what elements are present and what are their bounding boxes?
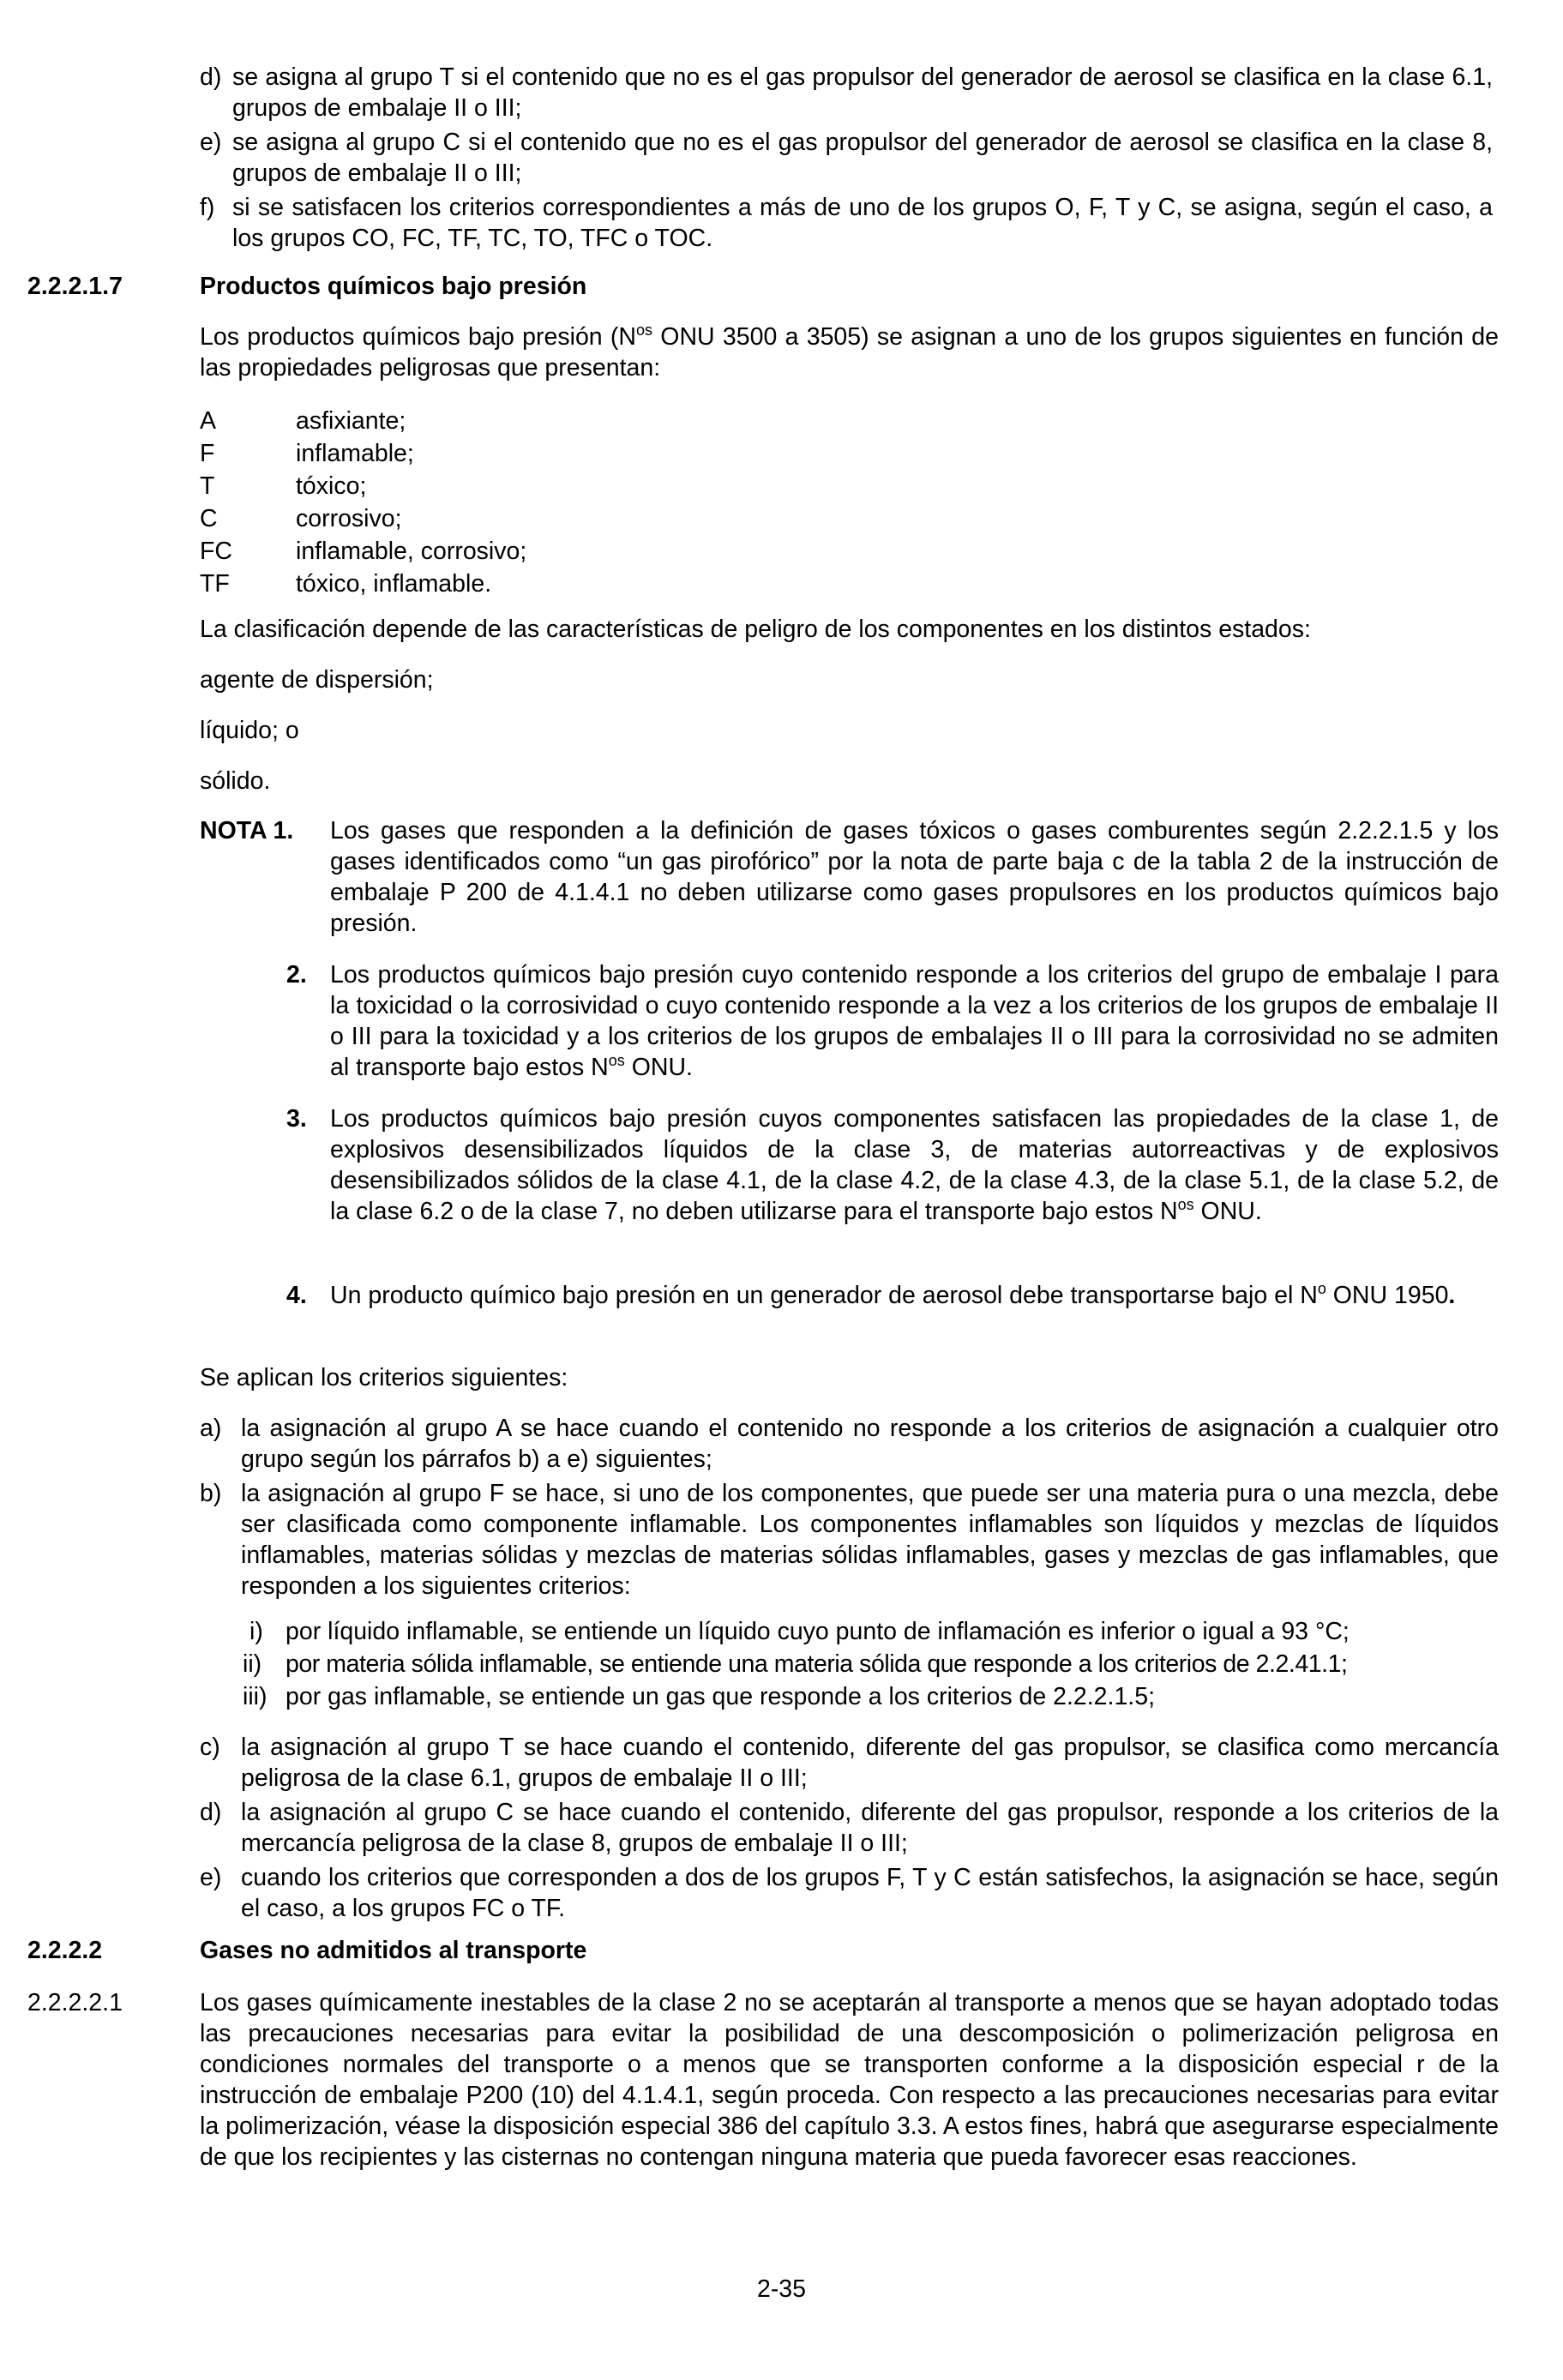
list-item-text: se asigna al grupo T si el contenido que no es el gas propulsor del generador de aerosol se clasifica en la clase 6.1, grupos de embalaje II o III; <box>232 63 1493 122</box>
criteria-text: la asignación al grupo A se hace cuando el contenido no responde a los criterios de asignación a cualquier otro grupo según los párrafos b) a e) siguientes; <box>241 1415 1499 1473</box>
criteria-label: a) <box>200 1415 222 1442</box>
note-3-number: 3. <box>286 1105 307 1133</box>
list-item-label: d) <box>200 63 222 91</box>
sub-criteria-label: iii) <box>243 1683 268 1710</box>
group-code: F <box>200 440 215 467</box>
note-1-text: Los gases que responden a la definición de gases tóxicos o gases comburentes según 2.2.2.1.5 y los gases identificados como “un gas pirofórico” por la nota de parte baja c de la tabla 2 de la instrucción de embalaje P 200 de 4.1.4.1 no deben utilizarse como gases propulsores en los productos químicos bajo presión. <box>330 817 1499 937</box>
group-code: A <box>200 407 217 435</box>
state-item: líquido; o <box>200 717 299 744</box>
state-item: agente de dispersión; <box>200 666 434 694</box>
note-label: NOTA 1. <box>200 817 294 844</box>
criteria-intro: Se aplican los criterios siguientes: <box>200 1364 568 1391</box>
group-code: FC <box>200 538 232 565</box>
sub-criteria-text: por materia sólida inflamable, se entiende una materia sólida que responde a los criterios de 2.2.41.1; <box>286 1650 1348 1678</box>
page-number: 2-35 <box>756 2275 807 2303</box>
criteria-label: b) <box>200 1480 222 1507</box>
group-code: TF <box>200 570 230 598</box>
sub-criteria-label: ii) <box>243 1650 262 1678</box>
criteria-text: la asignación al grupo C se hace cuando el contenido, diferente del gas propulsor, responde a los criterios de la mercancía peligrosa de la clase 8, grupos de embalaje II o III; <box>241 1799 1499 1857</box>
note-3-text: Los productos químicos bajo presión cuyos componentes satisfacen las propiedades de la clase 1, de explosivos desensibilizados líquidos de la clase 3, de materias autorreactivas y de explosivos desensibilizados sólidos de la clase 4.1, de la clase 4.2, de la clase 4.3, de la clase 5.1, de la clase 5.2, de la clase 6.2 o de la clase 7, no deben utilizarse para el transporte bajo estos $N^{os}$ ONU. <box>330 1105 1499 1225</box>
note-2-number: 2. <box>286 961 307 989</box>
section-intro: Los productos químicos bajo presión ($N^{os}$ ONU 3500 a 3505) se asignan a uno de los grupos siguientes en función de las propiedades peligrosas que presentan: <box>200 322 1499 382</box>
section-text: Los gases químicamente inestables de la clase 2 no se aceptarán al transporte a menos que se hayan adoptado todas las precauciones necesarias para evitar la posibilidad de una descomposición o polimerización peligrosa en condiciones normales del transporte o a menos que se transporten conforme a la disposición especial r de la instrucción de embalaje P200 (10) del 4.1.4.1, según proceda. Con respecto a las precauciones necesarias para evitar la polimerización, véase la disposición especial 386 del capítulo 3.3. A estos fines, habrá que asegurarse especialmente de que los recipientes y las cisternas no contengan ninguna materia que pueda favorecer esas reacciones. <box>200 1989 1499 2171</box>
group-description: asfixiante; <box>296 407 406 435</box>
group-description: corrosivo; <box>296 505 402 532</box>
note-4-text: Un producto químico bajo presión en un generador de aerosol debe transportarse bajo el $N^o$ ONU 1950. <box>330 1280 1456 1309</box>
section-number: 2.2.2.1.7 <box>27 273 123 300</box>
group-description: tóxico, inflamable. <box>296 570 492 598</box>
section-title: Productos químicos bajo presión <box>200 273 587 300</box>
group-description: inflamable; <box>296 440 414 467</box>
classification-text: La clasificación depende de las características de peligro de los componentes en los distintos estados: <box>200 616 1311 643</box>
section-title: Gases no admitidos al transporte <box>200 1937 587 1964</box>
criteria-label: c) <box>200 1734 220 1761</box>
criteria-text: la asignación al grupo T se hace cuando el contenido, diferente del gas propulsor, se clasifica como mercancía peligrosa de la clase 6.1, grupos de embalaje II o III; <box>241 1734 1499 1792</box>
list-item-label: f) <box>200 194 215 221</box>
note-4-number: 4. <box>286 1282 307 1309</box>
list-item-label: e) <box>200 129 222 156</box>
list-item-text: se asigna al grupo C si el contenido que no es el gas propulsor del generador de aerosol se clasifica en la clase 8, grupos de embalaje II o III; <box>232 129 1493 187</box>
section-number: 2.2.2.2.1 <box>27 1989 123 2016</box>
criteria-label: d) <box>200 1799 222 1826</box>
group-code: T <box>200 472 215 500</box>
group-description: inflamable, corrosivo; <box>296 538 527 565</box>
note-2-text: Los productos químicos bajo presión cuyo contenido responde a los criterios del grupo de embalaje I para la toxicidad o la corrosividad o cuyo contenido responde a la vez a los criterios de los grupos de embalaje II o III para la toxicidad y a los criterios de los grupos de embalajes II o III para la corrosividad no se admiten al transporte bajo estos $N^{os}$ ONU. <box>330 961 1499 1081</box>
group-description: tóxico; <box>296 472 367 500</box>
criteria-label: e) <box>200 1864 222 1891</box>
section-number: 2.2.2.2 <box>27 1937 103 1964</box>
sub-criteria-text: por gas inflamable, se entiende un gas que responde a los criterios de 2.2.2.1.5; <box>286 1683 1155 1710</box>
group-code: C <box>200 505 218 532</box>
criteria-text: la asignación al grupo F se hace, si uno de los componentes, que puede ser una materia pura o una mezcla, debe ser clasificada como componente inflamable. Los componentes inflamables son líquidos y mezclas de líquidos inflamables, materias sólidas y mezclas de materias sólidas inflamables, gases y mezclas de gas inflamables, que responden a los siguientes criterios: <box>241 1480 1499 1600</box>
state-item: sólido. <box>200 767 271 795</box>
criteria-text: cuando los criterios que corresponden a dos de los grupos F, T y C están satisfechos, la asignación se hace, según el caso, a los grupos FC o TF. <box>241 1864 1499 1922</box>
list-item-text: si se satisfacen los criterios correspondientes a más de uno de los grupos O, F, T y C, se asigna, según el caso, a los grupos CO, FC, TF, TC, TO, TFC o TOC. <box>232 194 1493 252</box>
sub-criteria-label: i) <box>249 1618 263 1645</box>
sub-criteria-text: por líquido inflamable, se entiende un líquido cuyo punto de inflamación es inferior o igual a 93 °C; <box>286 1618 1350 1645</box>
